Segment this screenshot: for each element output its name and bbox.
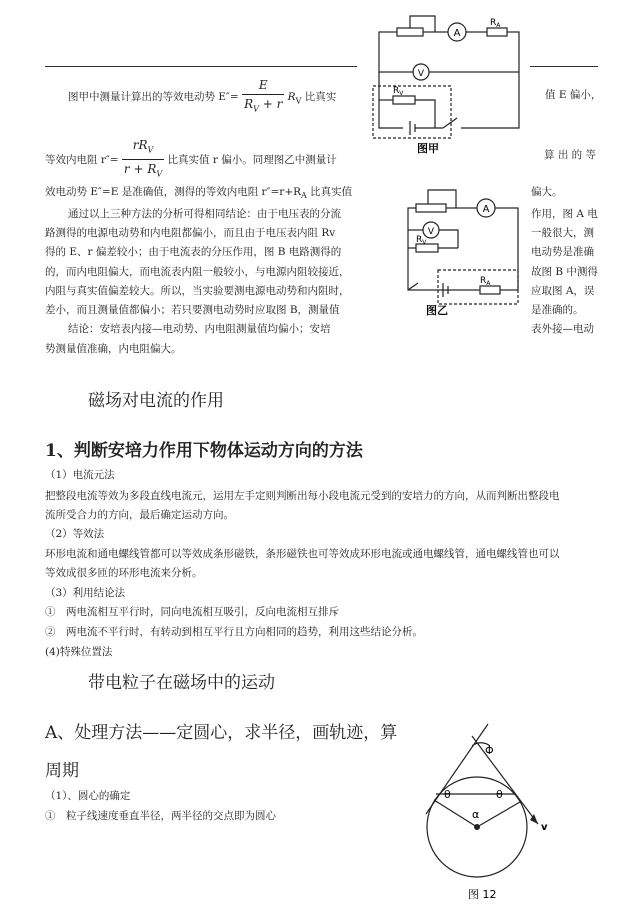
phi-label: Φ bbox=[485, 744, 494, 757]
para-line-4: 的，而内电阻偏大，而电流表内阻一般较小，与电源内阻较接近， bbox=[45, 266, 350, 278]
formula-line-1: 图甲中测量计算出的等效电动势 E″= $\frac{E}{R_V + r}$ $R_V$ 比真实 bbox=[68, 76, 336, 118]
theta-label-1: θ bbox=[444, 788, 451, 801]
svg-text:V: V bbox=[427, 227, 435, 237]
ra-resistor bbox=[487, 28, 507, 36]
heading-ampere-force: 1、判断安培力作用下物体运动方向的方法 bbox=[45, 441, 363, 461]
section-title-charged-particle: 带电粒子在磁场中的运动 bbox=[88, 673, 275, 693]
item-velocity-radius: ① 粒子线速度垂直半径，两半径的交点即为圆心 bbox=[45, 810, 276, 822]
top-rule-right bbox=[530, 66, 598, 67]
para-line-3: 得的 E、r 偏差较小；由于电流表的分压作用，图 B 电路测得的 bbox=[45, 246, 342, 258]
text-line-3: 效电动势 E″=E 是准确值，测得的等效内电阻 $r''=r+R_A$ 比真实值 bbox=[45, 186, 353, 201]
svg-text:RA: $R_A$ bbox=[480, 276, 491, 287]
figure-jia-caption: 图甲 bbox=[417, 142, 439, 155]
svg-text:RV: $R_V$ bbox=[393, 86, 404, 97]
item-equivalent: （2）等效法 bbox=[45, 528, 105, 540]
para-line-8: 势测量值准确，内电阻偏大。 bbox=[45, 343, 182, 355]
right-col-6: 是准确的。 bbox=[531, 304, 584, 316]
item-current-element: （1）电流元法 bbox=[45, 469, 115, 481]
section-title-magnetic-force: 磁场对电流的作用 bbox=[88, 391, 224, 411]
item-text-3: 环形电流和通电螺线管都可以等效成条形磁铁，条形磁铁也可等效成环形电流或通电螺线管，通电螺线管也可以 bbox=[45, 548, 560, 560]
formula-line-1-right: 值 E 偏小， bbox=[545, 89, 602, 101]
para-line-2: 路测得的电源电动势和内电阻都偏小，而且由于电压表内阻 Rv bbox=[45, 227, 336, 239]
circuit-figure-yi bbox=[398, 178, 533, 320]
item-center-determination: （1）、圆心的确定 bbox=[45, 790, 131, 802]
right-col-1: 作用，图 A 电 bbox=[531, 208, 598, 220]
heading-method-line2: 周期 bbox=[45, 761, 79, 781]
figure-12-circle-diagram bbox=[410, 712, 560, 904]
para-line-5: 内阻与真实值偏差较大。所以，当实验要测电源电动势和内阻时， bbox=[45, 285, 350, 297]
figure-yi-caption: 图乙 bbox=[426, 304, 448, 317]
ammeter-label: A bbox=[453, 28, 461, 39]
theta-label-2: θ bbox=[496, 788, 503, 801]
right-col-5: 应取图 A，误 bbox=[531, 285, 595, 297]
formula-line-2-right: 算 出 的 等 bbox=[544, 149, 597, 161]
right-col-7: 表外接—电动 bbox=[531, 323, 594, 335]
svg-text:RV: $R_V$ bbox=[416, 235, 427, 246]
item-special-position: (4)特殊位置法 bbox=[45, 646, 113, 658]
item-nonparallel: ② 两电流不平行时，有转动到相互平行且方向相同的趋势，利用这些结论分析。 bbox=[45, 626, 423, 638]
alpha-label: α bbox=[472, 808, 480, 821]
right-col-4: 故图 B 中测得 bbox=[531, 266, 598, 278]
svg-text:A: A bbox=[482, 204, 490, 215]
velocity-label: v bbox=[541, 822, 548, 833]
rheostat-body bbox=[397, 28, 423, 36]
item-text-1: 把整段电流等效为多段直线电流元，运用左手定则判断出每小段电流元受到的安培力的方向，从而判断出整段电 bbox=[45, 490, 560, 502]
voltmeter-label: V bbox=[417, 69, 425, 79]
fraction-emf: $\frac{E}{R_V + r}$ bbox=[244, 78, 283, 114]
figure-12-caption: 图 12 bbox=[468, 888, 497, 901]
svg-text:RA: $R_A$ bbox=[490, 18, 501, 29]
right-col-3: 电动势是准确 bbox=[531, 246, 594, 258]
right-col-2: 一般很大，测 bbox=[531, 227, 594, 239]
item-conclusion: （3）利用结论法 bbox=[45, 587, 126, 599]
item-text-2: 流所受合力的方向，最后确定运动方向。 bbox=[45, 509, 234, 521]
para-line-7: 结论：安培表内接—电动势、内电阻测量值均偏小；安培 bbox=[68, 323, 331, 335]
rv-resistor bbox=[393, 96, 415, 104]
fraction-resistance: $\frac{rR_V}{r + R_V}$ bbox=[123, 138, 163, 179]
heading-method-line1: A、处理方法——定圆心，求半径，画轨迹，算 bbox=[45, 723, 398, 743]
formula-line-2: 等效内电阻 r″= $\frac{rR_V}{r + R_V}$ 比真实值 r 偏小。同理图乙中测量计 bbox=[45, 136, 337, 184]
item-parallel: ① 两电流相互平行时，同向电流相互吸引，反向电流相互排斥 bbox=[45, 606, 339, 618]
para-line-6: 差小，而且测量值都偏小；若只要测电动势时应取图 B，测量值 bbox=[45, 304, 340, 316]
top-rule-left bbox=[45, 66, 357, 67]
item-text-4: 等效成很多匝的环形电流来分析。 bbox=[45, 567, 203, 579]
text-line-3-right: 偏大。 bbox=[531, 186, 563, 198]
circuit-figure-jia bbox=[365, 8, 530, 158]
para-line-1: 通过以上三种方法的分析可得相同结论：由于电压表的分流 bbox=[68, 208, 341, 220]
